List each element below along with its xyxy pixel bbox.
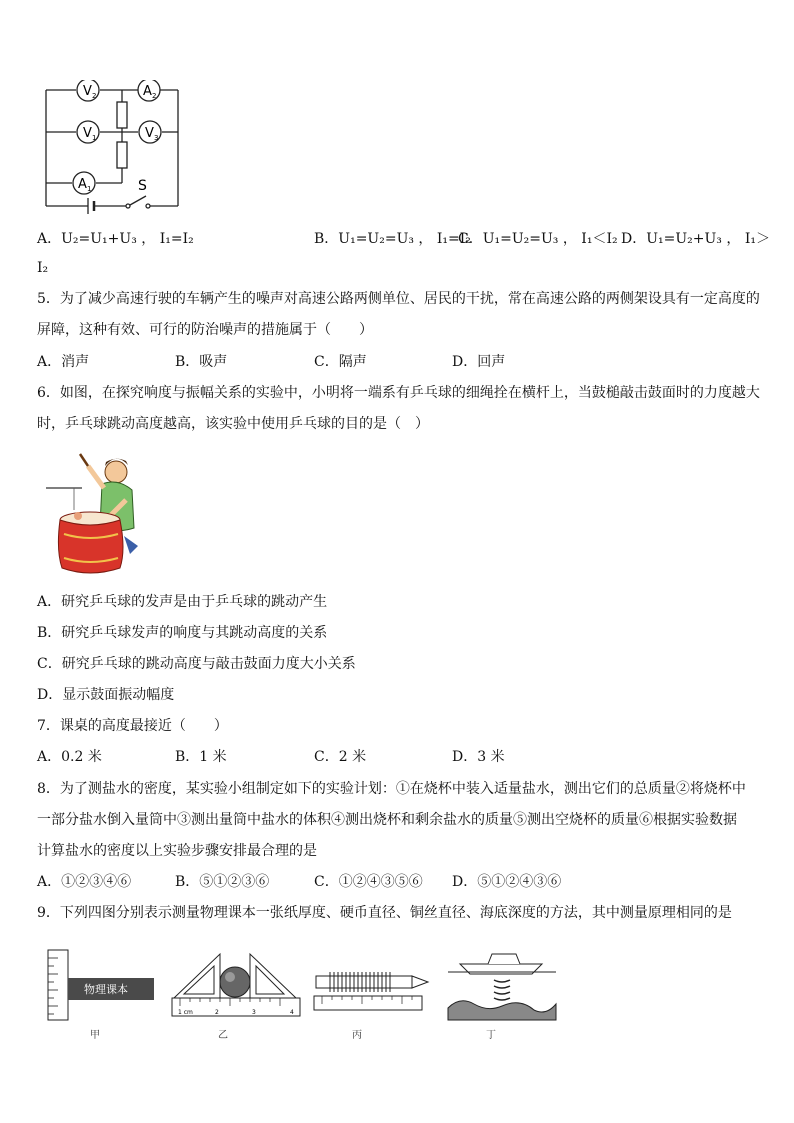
q8-stem-line-2: 一部分盐水倒入量筒中③测出量筒中盐水的体积④测出烧杯和剩余盐水的质量⑤测出空烧杯的质量⑥根据实验数据 [37, 812, 737, 828]
q8-option-b: B．⑤①②③⑥ [175, 874, 270, 890]
meter-v3-label: V [145, 126, 154, 141]
ruler-tick-3: 3 [252, 1009, 256, 1016]
svg-text:1: 1 [92, 134, 97, 142]
caption-yi: 乙 [218, 1030, 228, 1041]
q5-stem-line-2: 屏障，这种有效、可行的防治噪声的措施属于（ ） [37, 322, 373, 338]
svg-text:1: 1 [87, 185, 92, 193]
switch-label: S [138, 178, 147, 194]
svg-text:3: 3 [154, 134, 159, 142]
q4-option-b: B．U₁=U₂=U₃ ， I₁=I₂ [314, 231, 471, 247]
q6-stem-line-1: 6．如图，在探究响度与振幅关系的实验中，小明将一端系有乒乓球的细绳拴在横杆上，当鼓槌敲击鼓面时的力度越大 [37, 385, 760, 401]
meter-v2-label: V [83, 84, 92, 99]
q8-option-a: A．①②③④⑥ [37, 874, 132, 890]
ruler-tick-4: 4 [290, 1009, 294, 1016]
q9-stem: 9．下列四图分别表示测量物理课本一张纸厚度、硬币直径、铜丝直径、海底深度的方法，其中测量原理相同的是 [37, 905, 732, 921]
q8-option-d: D．⑤①②④③⑥ [452, 874, 562, 890]
q6-option-d: D．显示鼓面振动幅度 [37, 687, 175, 703]
q7-option-b: B．1 米 [175, 749, 227, 765]
q6-option-a: A．研究乒乓球的发声是由于乒乓球的跳动产生 [37, 594, 328, 610]
q7-option-c: C．2 米 [314, 749, 367, 765]
svg-text:2: 2 [92, 92, 97, 100]
q8-stem-line-3: 计算盐水的密度以上实验步骤安排最合理的是 [37, 843, 317, 859]
figure-sea-depth [446, 946, 558, 1022]
q4-option-d: D．U₁=U₂+U₃ ， I₁＞ [621, 231, 770, 247]
q5-option-a: A．消声 [37, 354, 90, 370]
drum-illustration [44, 450, 144, 578]
q4-option-a: A．U₂=U₁+U₃ ， I₁=I₂ [37, 231, 194, 247]
q4-option-d-continued: I₂ [37, 260, 49, 276]
caption-bing: 丙 [352, 1030, 362, 1041]
q5-option-d: D．回声 [452, 354, 506, 370]
q5-stem-line-1: 5．为了减少高速行驶的车辆产生的噪声对高速公路两侧单位、居民的干扰，常在高速公路的两侧架设具有一定高度的 [37, 291, 760, 307]
q6-option-c: C．研究乒乓球的跳动高度与敲击鼓面力度大小关系 [37, 656, 356, 672]
figure-coin-diameter [170, 950, 305, 1022]
q5-option-c: C．隔声 [314, 354, 367, 370]
q4-option-c: C．U₁=U₂=U₃ ， I₁＜I₂ [458, 231, 618, 247]
ruler-tick-1: 1 cm [178, 1009, 193, 1016]
meter-v1-label: V [83, 126, 92, 141]
q7-option-a: A．0.2 米 [37, 749, 102, 765]
meter-a1-label: A [78, 177, 87, 192]
circuit-diagram [38, 80, 188, 220]
q8-stem-line-1: 8．为了测盐水的密度，某实验小组制定如下的实验计划：①在烧杯中装入适量盐水，测出它们的总质量②将烧杯中 [37, 781, 746, 797]
q5-option-b: B．吸声 [175, 354, 228, 370]
figure-wire-diameter [312, 962, 434, 1020]
q7-stem: 7．课桌的高度最接近（ ） [37, 718, 228, 734]
caption-jia: 甲 [90, 1030, 100, 1041]
q6-stem-line-2: 时，乒乓球跳动高度越高，该实验中使用乒乓球的目的是（ ） [37, 416, 429, 432]
ruler-tick-2: 2 [215, 1009, 219, 1016]
q7-option-d: D．3 米 [452, 749, 505, 765]
svg-text:2: 2 [152, 92, 157, 100]
caption-ding: 丁 [486, 1030, 496, 1041]
q8-option-c: C．①②④③⑤⑥ [314, 874, 423, 890]
book-label: 物理课本 [84, 983, 128, 996]
q6-option-b: B．研究乒乓球发声的响度与其跳动高度的关系 [37, 625, 328, 641]
meter-a2-label: A [143, 84, 152, 99]
figure-book-thickness [44, 946, 159, 1026]
